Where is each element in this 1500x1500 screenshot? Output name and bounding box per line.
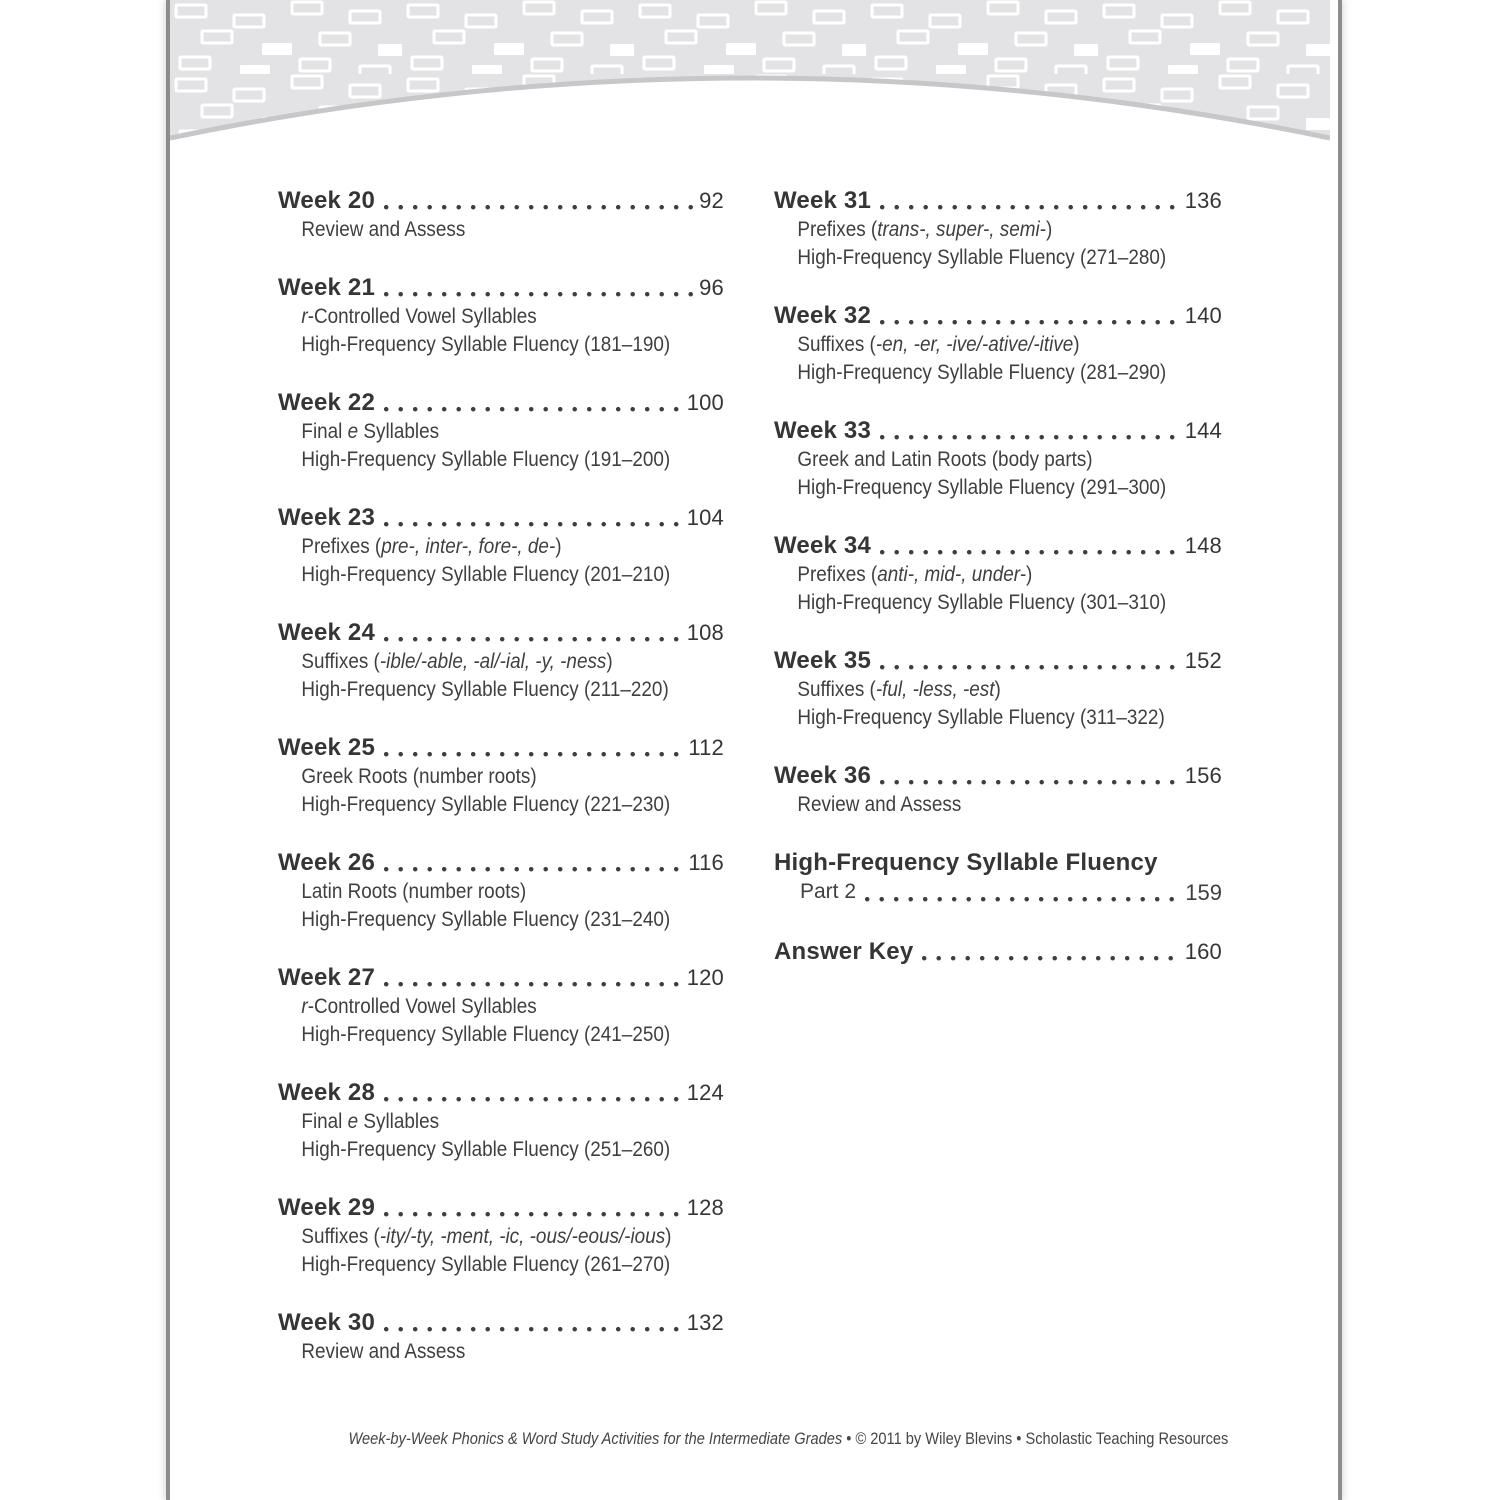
toc-entry xyxy=(774,937,1222,967)
italic-text: anti-, mid-, under- xyxy=(877,563,1027,586)
toc-entry-title: Week 35 xyxy=(774,647,872,674)
toc-entry-heading xyxy=(278,186,724,216)
footer-publisher-credit: • © 2011 by Wiley Blevins • Scholastic Teaching Resources xyxy=(842,1429,1229,1448)
dot-leader xyxy=(384,848,685,878)
plain-text: Suffixes ( xyxy=(797,678,876,701)
band-pattern xyxy=(170,0,1330,138)
toc-subline xyxy=(774,474,1177,502)
plain-text: High-Frequency Syllable Fluency (211–220) xyxy=(301,678,669,701)
italic-text: -ible/-able, -al/-ial, -y, -ness xyxy=(379,650,607,673)
toc-entry-title: Week 26 xyxy=(278,849,376,876)
toc-entry xyxy=(774,416,1222,502)
toc-entry-title: Week 33 xyxy=(774,417,872,444)
toc-subline xyxy=(774,704,1177,732)
toc-entry-heading xyxy=(278,1078,724,1108)
toc-subline xyxy=(774,446,1177,474)
italic-text: r xyxy=(301,305,308,328)
toc-entry-heading xyxy=(278,1193,724,1223)
plain-text: Final xyxy=(301,1110,348,1133)
toc-page-number: 120 xyxy=(686,965,724,990)
toc-entry xyxy=(278,1193,724,1279)
toc-subline xyxy=(278,331,679,359)
toc-entry xyxy=(278,618,724,704)
toc-subline xyxy=(278,791,679,819)
plain-text: High-Frequency Syllable Fluency (201–210) xyxy=(301,563,671,586)
toc-page-number: 112 xyxy=(688,735,724,760)
toc-subline xyxy=(278,648,679,676)
plain-text: Greek and Latin Roots (body parts) xyxy=(797,448,1093,471)
plain-text: ) xyxy=(994,678,1001,701)
plain-text: Prefixes ( xyxy=(301,535,382,558)
toc-page-number: 136 xyxy=(1184,188,1222,213)
toc-page-number: 124 xyxy=(686,1080,724,1105)
italic-text: -en, -er, -ive/-ative/-itive xyxy=(875,333,1074,356)
footer-book-title: Week-by-Week Phonics & Word Study Activities for the Intermediate Grades xyxy=(348,1429,843,1448)
toc-subline xyxy=(278,561,679,589)
toc-subline xyxy=(278,993,679,1021)
toc-entry-heading xyxy=(278,618,724,648)
plain-text: Review and Assess xyxy=(301,1340,466,1363)
toc-page-number: 148 xyxy=(1184,533,1222,558)
plain-text: High-Frequency Syllable Fluency (261–270) xyxy=(301,1253,671,1276)
plain-text: Syllables xyxy=(358,420,440,443)
plain-text: Prefixes ( xyxy=(797,218,878,241)
toc-subline xyxy=(278,1338,679,1366)
plain-text: ) xyxy=(555,535,562,558)
book-page xyxy=(166,0,1342,1500)
dot-leader xyxy=(384,503,684,533)
toc-entry-title: High-Frequency Syllable Fluency xyxy=(774,849,1158,876)
toc-entry-heading xyxy=(278,963,724,993)
toc-entry xyxy=(774,761,1222,819)
plain-text: High-Frequency Syllable Fluency (271–280) xyxy=(797,246,1167,269)
toc-entry xyxy=(278,733,724,819)
italic-text: -ity/-ty, -ment, -ic, -ous/-eous/-ious xyxy=(379,1225,666,1248)
plain-text: Review and Assess xyxy=(301,218,466,241)
toc-entry xyxy=(774,848,1222,908)
toc-entry xyxy=(278,273,724,359)
toc-entry xyxy=(774,301,1222,387)
toc-subline xyxy=(278,878,679,906)
toc-entry-heading xyxy=(278,1308,724,1338)
dot-leader xyxy=(880,301,1182,331)
toc-entry-heading xyxy=(774,646,1222,676)
plain-text: ) xyxy=(606,650,613,673)
toc-page-number: 92 xyxy=(699,188,724,213)
toc-subline xyxy=(278,1136,679,1164)
toc-subline xyxy=(278,216,679,244)
toc-page-number: 152 xyxy=(1184,648,1222,673)
toc-entry-heading xyxy=(774,761,1222,791)
plain-text: ) xyxy=(1073,333,1080,356)
plain-text: Prefixes ( xyxy=(797,563,878,586)
toc-entry-title: Week 34 xyxy=(774,532,872,559)
toc-entry-title: Week 31 xyxy=(774,187,872,214)
toc-entry-title: Week 25 xyxy=(278,734,376,761)
toc-page-number: 116 xyxy=(688,850,724,875)
plain-text: High-Frequency Syllable Fluency (311–322) xyxy=(797,706,1165,729)
plain-text: Greek Roots (number roots) xyxy=(301,765,537,788)
plain-text: High-Frequency Syllable Fluency (221–230) xyxy=(301,793,671,816)
toc-entry xyxy=(278,1078,724,1164)
plain-text: Review and Assess xyxy=(797,793,962,816)
toc-entry-title: Week 29 xyxy=(278,1194,376,1221)
toc-entry-title: Week 36 xyxy=(774,762,872,789)
toc-subline xyxy=(278,533,679,561)
toc-entry xyxy=(278,186,724,244)
dot-leader xyxy=(880,646,1182,676)
toc-page-number: 159 xyxy=(1185,880,1222,905)
toc-subline xyxy=(774,676,1177,704)
toc-subline xyxy=(278,303,679,331)
toc-subline xyxy=(774,244,1177,272)
toc-subline xyxy=(774,359,1177,387)
toc-entry xyxy=(278,963,724,1049)
toc-subline xyxy=(774,589,1177,617)
toc-page-number: 156 xyxy=(1184,763,1222,788)
toc-entry-heading xyxy=(278,848,724,878)
toc-entry-heading xyxy=(774,937,1222,967)
toc-page-number: 104 xyxy=(686,505,724,530)
footer-credit xyxy=(252,1428,1256,1450)
toc-entry-heading xyxy=(278,503,724,533)
toc-column-right xyxy=(774,186,1222,996)
toc-page-number: 100 xyxy=(686,390,724,415)
plain-text: Suffixes ( xyxy=(301,650,380,673)
toc-entry xyxy=(774,531,1222,617)
toc-entry xyxy=(278,1308,724,1366)
toc-entry-title: Answer Key xyxy=(774,938,914,965)
toc-part-row xyxy=(774,878,1222,908)
italic-text: e xyxy=(347,1110,359,1133)
dot-leader xyxy=(384,388,684,418)
plain-text: High-Frequency Syllable Fluency (301–310) xyxy=(797,591,1167,614)
plain-text: Final xyxy=(301,420,348,443)
plain-text: High-Frequency Syllable Fluency (241–250) xyxy=(301,1023,671,1046)
toc-entry-heading xyxy=(774,416,1222,446)
toc-subline xyxy=(278,1108,679,1136)
toc-subline xyxy=(774,791,1177,819)
toc-subline xyxy=(278,676,679,704)
dot-leader xyxy=(880,416,1182,446)
toc-page-number: 132 xyxy=(686,1310,724,1335)
plain-text: High-Frequency Syllable Fluency (281–290) xyxy=(797,361,1167,384)
plain-text: ) xyxy=(1045,218,1053,241)
toc-entry-heading xyxy=(774,848,1222,878)
dot-leader xyxy=(384,1193,684,1223)
toc-page-number: 140 xyxy=(1184,303,1222,328)
plain-text: High-Frequency Syllable Fluency (191–200) xyxy=(301,448,671,471)
toc-subline xyxy=(774,331,1177,359)
italic-text: r xyxy=(301,995,308,1018)
plain-text: -Controlled Vowel Syllables xyxy=(307,305,537,328)
plain-text: High-Frequency Syllable Fluency (181–190) xyxy=(301,333,671,356)
toc-entry-heading xyxy=(278,273,724,303)
plain-text: Suffixes ( xyxy=(797,333,876,356)
plain-text: Latin Roots (number roots) xyxy=(301,880,527,903)
toc-entry-title: Week 28 xyxy=(278,1079,376,1106)
toc-page-number: 96 xyxy=(699,275,724,300)
toc-subline xyxy=(278,906,679,934)
toc-entry-title: Week 32 xyxy=(774,302,872,329)
toc-entry xyxy=(278,848,724,934)
italic-text: pre-, inter-, fore-, de- xyxy=(381,535,556,558)
dot-leader xyxy=(880,761,1182,791)
toc-page-number: 128 xyxy=(686,1195,724,1220)
plain-text: High-Frequency Syllable Fluency (251–260) xyxy=(301,1138,671,1161)
dot-leader xyxy=(922,937,1181,967)
dot-leader xyxy=(384,186,696,216)
dot-leader xyxy=(880,531,1182,561)
toc-subline xyxy=(278,1223,679,1251)
italic-text: e xyxy=(347,420,359,443)
toc-page-number: 144 xyxy=(1184,418,1222,443)
toc-entry-title: Week 30 xyxy=(278,1309,376,1336)
plain-text: ) xyxy=(1026,563,1033,586)
toc-entry xyxy=(774,186,1222,272)
toc-entry-title: Week 24 xyxy=(278,619,376,646)
plain-text: ) xyxy=(665,1225,672,1248)
toc-column-left xyxy=(278,186,724,1395)
toc-subline xyxy=(278,418,679,446)
dot-leader xyxy=(384,618,684,648)
toc-entry-title: Week 27 xyxy=(278,964,376,991)
toc-entry xyxy=(278,388,724,474)
toc-page-number: 160 xyxy=(1184,939,1222,964)
toc-entry-title: Week 21 xyxy=(278,274,376,301)
plain-text: Syllables xyxy=(358,1110,440,1133)
toc-entry-title: Week 22 xyxy=(278,389,376,416)
dot-leader xyxy=(384,273,696,303)
toc-entry-title: Week 23 xyxy=(278,504,376,531)
toc-subline xyxy=(774,561,1177,589)
dot-leader xyxy=(384,963,684,993)
dot-leader xyxy=(880,186,1182,216)
italic-text: trans-, super-, semi- xyxy=(877,218,1046,241)
toc-subline xyxy=(278,446,679,474)
toc-entry-heading xyxy=(774,186,1222,216)
toc-entry-heading xyxy=(774,531,1222,561)
dot-leader xyxy=(384,1078,684,1108)
dot-leader xyxy=(384,733,685,763)
italic-text: -ful, -less, -est xyxy=(875,678,995,701)
plain-text: High-Frequency Syllable Fluency (231–240) xyxy=(301,908,671,931)
plain-text: High-Frequency Syllable Fluency (291–300) xyxy=(797,476,1167,499)
toc-entry-title: Week 20 xyxy=(278,187,376,214)
plain-text: Suffixes ( xyxy=(301,1225,380,1248)
toc-entry-heading xyxy=(774,301,1222,331)
toc-entry-heading xyxy=(278,388,724,418)
toc-subline xyxy=(278,763,679,791)
toc-entry xyxy=(774,646,1222,732)
toc-entry xyxy=(278,503,724,589)
toc-subline xyxy=(278,1021,679,1049)
toc-entry-heading xyxy=(278,733,724,763)
toc-subline xyxy=(278,1251,679,1279)
toc-subline xyxy=(774,216,1177,244)
plain-text: -Controlled Vowel Syllables xyxy=(307,995,537,1018)
dot-leader xyxy=(384,1308,684,1338)
toc-part-label: Part 2 xyxy=(800,880,857,903)
dot-leader xyxy=(865,878,1182,908)
toc-page-number: 108 xyxy=(686,620,724,645)
